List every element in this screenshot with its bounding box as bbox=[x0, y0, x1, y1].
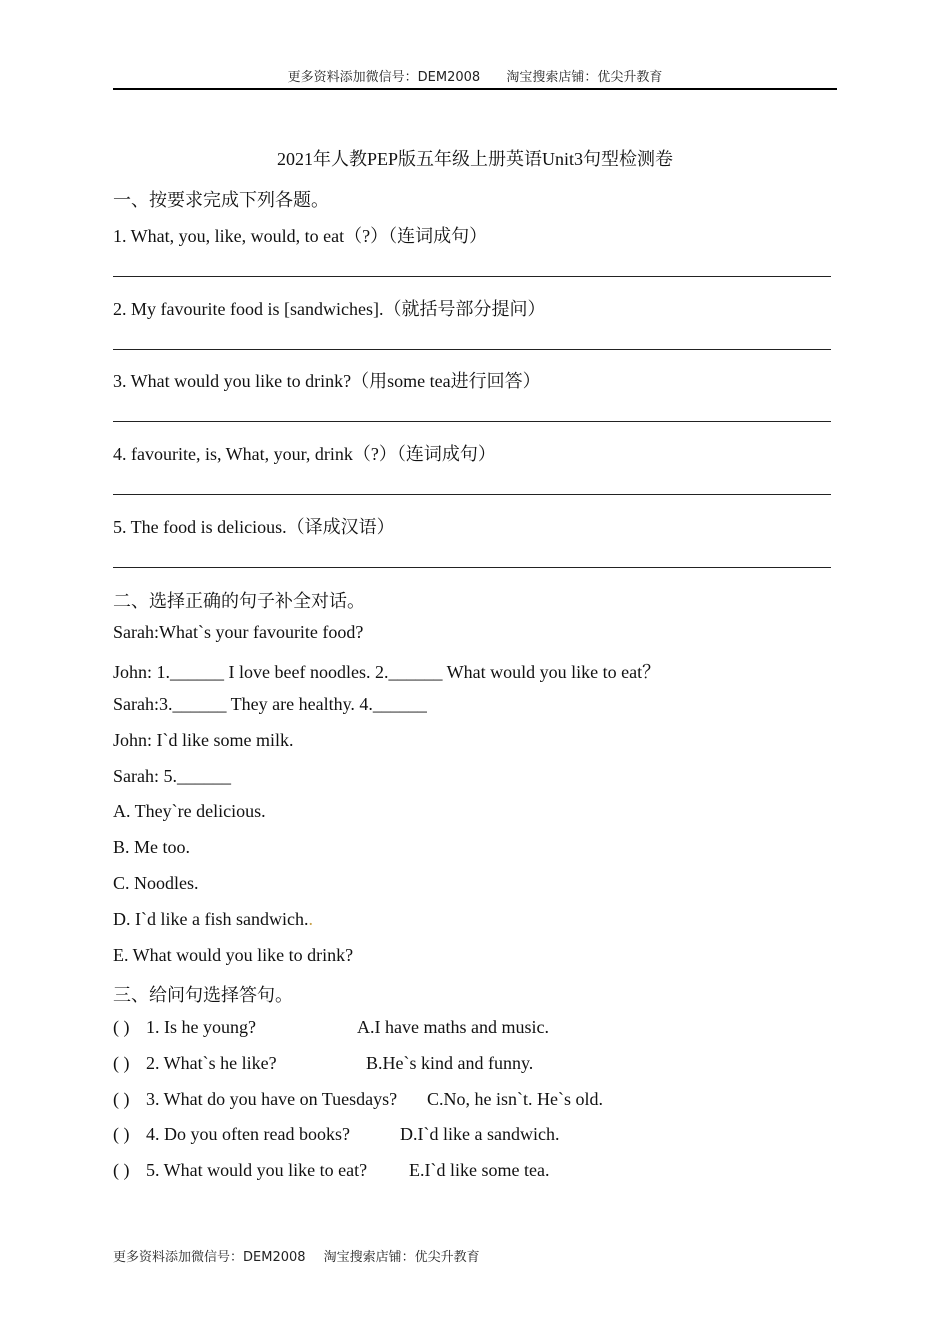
dialog-line: John: I`d like some milk. bbox=[113, 730, 294, 750]
section1-question-1: 1. What, you, like, would, to eat（?）（连词成句） bbox=[113, 226, 488, 246]
option-d-mark: . bbox=[308, 909, 313, 929]
answer-line-5[interactable] bbox=[113, 567, 831, 568]
dialog-line: Sarah:What`s your favourite food? bbox=[113, 622, 364, 642]
answer-line-4[interactable] bbox=[113, 494, 831, 495]
match-answer: C.No, he isn`t. He`s old. bbox=[427, 1089, 603, 1109]
section1-question-3: 3. What would you like to drink?（用some tea进行回答） bbox=[113, 371, 541, 391]
answer-bracket[interactable]: ( ) bbox=[113, 1160, 130, 1180]
footer-wechat: 更多资料添加微信号：DEM2008 bbox=[113, 1250, 306, 1265]
option-d bbox=[113, 909, 313, 930]
dialog-line: Sarah:3.______ They are healthy. 4.______ bbox=[113, 694, 427, 714]
dialog-line: Sarah: 5.______ bbox=[113, 766, 231, 786]
answer-bracket[interactable]: ( ) bbox=[113, 1017, 130, 1037]
match-answer: D.I`d like a sandwich. bbox=[400, 1124, 560, 1144]
match-question: 4. Do you often read books? bbox=[146, 1124, 350, 1144]
section1-question-2: 2. My favourite food is [sandwiches].（就括号部分提问） bbox=[113, 299, 546, 319]
option-a: A. They`re delicious. bbox=[113, 801, 266, 821]
section3-heading: 三、给问句选择答句。 bbox=[113, 985, 293, 1005]
match-question: 5. What would you like to eat? bbox=[146, 1160, 368, 1180]
header-wechat: 更多资料添加微信号：DEM2008 bbox=[287, 70, 481, 85]
match-question: 3. What do you have on Tuesdays? bbox=[146, 1089, 398, 1109]
option-b: B. Me too. bbox=[113, 837, 191, 857]
answer-bracket[interactable]: ( ) bbox=[113, 1089, 130, 1109]
option-e: E. What would you like to drink? bbox=[113, 945, 354, 965]
answer-bracket[interactable]: ( ) bbox=[113, 1053, 130, 1073]
page-header bbox=[113, 66, 837, 90]
answer-line-3[interactable] bbox=[113, 421, 831, 422]
page-title: 2021年人教PEP版五年级上册英语Unit3句型检测卷 bbox=[276, 149, 674, 169]
match-answer: E.I`d like some tea. bbox=[409, 1160, 550, 1180]
header-shop: 淘宝搜索店铺：优尖升教育 bbox=[506, 70, 663, 85]
match-answer: B.He`s kind and funny. bbox=[366, 1053, 534, 1073]
page-footer bbox=[113, 1246, 480, 1265]
option-c: C. Noodles. bbox=[113, 873, 199, 893]
section2-heading: 二、选择正确的句子补全对话。 bbox=[113, 591, 365, 611]
answer-bracket[interactable]: ( ) bbox=[113, 1124, 130, 1144]
match-question: 2. What`s he like? bbox=[146, 1053, 277, 1073]
option-d-text: D. I`d like a fish sandwich. bbox=[113, 909, 309, 929]
match-answer: A.I have maths and music. bbox=[357, 1017, 549, 1037]
footer-shop: 淘宝搜索店铺：优尖升教育 bbox=[323, 1250, 480, 1265]
section1-question-4: 4. favourite, is, What, your, drink（?）（连词成句） bbox=[113, 444, 496, 464]
section1-question-5: 5. The food is delicious.（译成汉语） bbox=[113, 517, 395, 537]
match-question: 1. Is he young? bbox=[146, 1017, 256, 1037]
dialog-line: John: 1.______ I love beef noodles. 2.______ What would you like to eat？ bbox=[113, 662, 661, 682]
section1-heading: 一、按要求完成下列各题。 bbox=[113, 190, 329, 210]
answer-line-2[interactable] bbox=[113, 349, 831, 350]
answer-line-1[interactable] bbox=[113, 276, 831, 277]
